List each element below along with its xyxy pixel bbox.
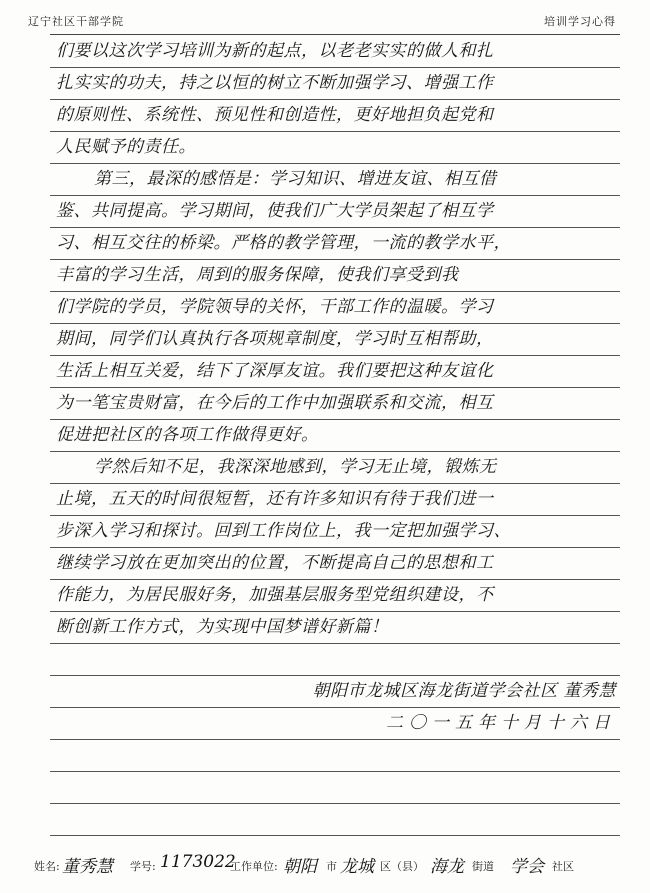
handwritten-line: 期间，同学们认真执行各项规章制度，学习时互相帮助， <box>56 329 494 349</box>
handwritten-line: 们学院的学员，学院领导的关怀，干部工作的温暖。学习 <box>56 297 494 317</box>
student-id-label: 学号: <box>130 860 156 873</box>
handwritten-line: 鉴、共同提高。学习期间，使我们广大学员架起了相互学 <box>56 201 494 221</box>
name-value: 董秀慧 <box>62 857 113 877</box>
handwritten-line: 步深入学习和探讨。回到工作岗位上，我一定把加强学习、 <box>56 521 511 541</box>
handwritten-line: 作能力，为居民服好务，加强基层服务型党组织建设，不 <box>56 585 494 605</box>
city-value: 朝阳 <box>283 857 317 877</box>
handwritten-line: 第三，最深的感悟是：学习知识、增进友谊、相互借 <box>94 169 497 189</box>
document-type: 培训学习心得 <box>544 15 616 28</box>
handwritten-line: 为一笔宝贵财富，在今后的工作中加强联系和交流，相互 <box>56 393 494 413</box>
handwritten-line <box>56 771 616 803</box>
street-value: 海龙 <box>430 857 464 877</box>
handwritten-line: 人民赋予的责任。 <box>56 137 196 157</box>
handwritten-line: 丰富的学习生活，周到的服务保障，使我们享受到我 <box>56 265 459 285</box>
page-header <box>0 0 650 34</box>
name-label: 姓名: <box>34 860 60 873</box>
student-info-footer <box>0 850 650 890</box>
handwritten-line: 们要以这次学习培训为新的起点，以老老实实的做人和扎 <box>56 41 494 61</box>
institute-name: 辽宁社区干部学院 <box>28 15 124 28</box>
signature-line: 朝阳市龙城区海龙街道学会社区 董秀慧 <box>312 681 616 701</box>
city-label: 市 <box>326 860 337 873</box>
district-value: 龙城 <box>340 857 374 877</box>
handwritten-line: 学然后知不足，我深深地感到，学习无止境，锻炼无 <box>94 457 497 477</box>
handwritten-line: 继续学习放在更加突出的位置，不断提高自己的思想和工 <box>56 553 494 573</box>
handwritten-line: 扎实实的功夫，持之以恒的树立不断加强学习、增强工作 <box>56 73 494 93</box>
handwritten-line <box>56 739 616 771</box>
handwritten-line: 生活上相互关爱，结下了深厚友谊。我们要把这种友谊化 <box>56 361 494 381</box>
handwritten-line: 习、相互交往的桥梁。严格的教学管理，一流的教学水平， <box>56 233 511 253</box>
district-label: 区（县） <box>380 860 424 873</box>
ruled-line <box>50 835 620 836</box>
handwritten-line <box>56 643 616 675</box>
student-id-value: 1173022 <box>160 852 236 872</box>
community-value: 学会 <box>510 857 544 877</box>
lined-writing-area <box>50 34 620 835</box>
work-unit-label: 工作单位: <box>230 860 278 873</box>
handwritten-line: 促进把社区的各项工作做得更好。 <box>56 425 319 445</box>
community-label: 社区 <box>552 860 574 873</box>
handwritten-line: 的原则性、系统性、预见性和创造性，更好地担负起党和 <box>56 105 494 125</box>
handwritten-line: 止境，五天的时间很短暂，还有许多知识有待于我们进一 <box>56 489 494 509</box>
date-line: 二〇一五年十月十六日 <box>386 713 616 733</box>
street-label: 街道 <box>472 860 494 873</box>
handwritten-line: 断创新工作方式，为实现中国梦谱好新篇！ <box>56 617 389 637</box>
handwritten-line <box>56 803 616 835</box>
